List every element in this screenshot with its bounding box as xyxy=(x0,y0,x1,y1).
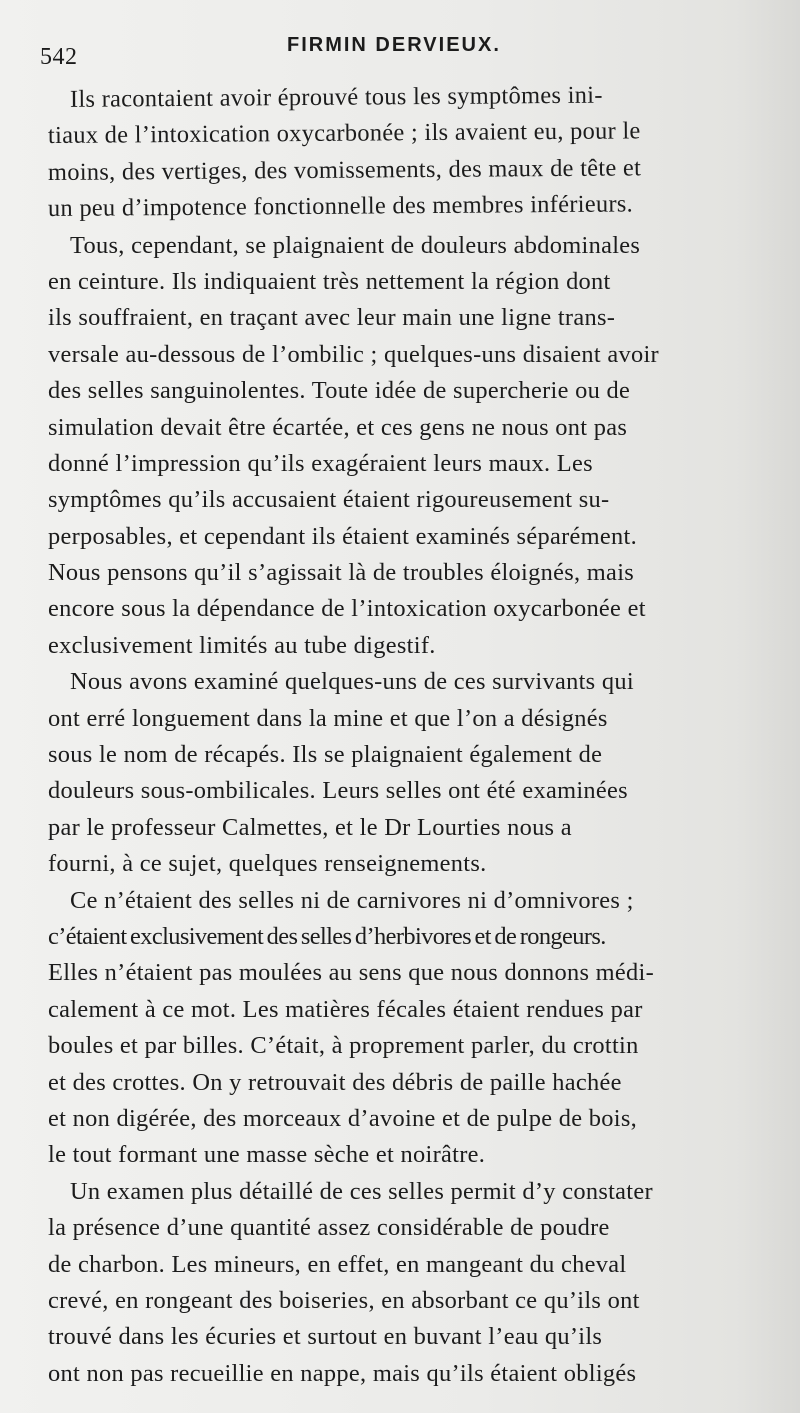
text-line: fourni, à ce sujet, quelques renseignements. xyxy=(48,850,487,878)
text-line: et des crottes. On y retrouvait des débris de paille hachée xyxy=(48,1068,622,1096)
text-line: symptômes qu’ils accusaient étaient rigoureusement su- xyxy=(48,486,610,514)
text-line: tiaux de l’intoxication oxycarbonée ; ils avaient eu, pour le xyxy=(47,117,641,150)
text-line: sous le nom de récapés. Ils se plaignaient également de xyxy=(48,741,603,769)
paragraph-4 xyxy=(48,883,754,1174)
text-line: versale au-dessous de l’ombilic ; quelques-uns disaient avoir xyxy=(48,340,659,368)
text-line: Ce n’étaient des selles ni de carnivores ni d’omnivores ; xyxy=(70,886,634,914)
text-line: Nous avons examiné quelques-uns de ces survivants qui xyxy=(70,668,634,696)
body-text xyxy=(48,82,754,1392)
text-line: Ils racontaient avoir éprouvé tous les symptômes ini- xyxy=(69,81,603,113)
text-line: calement à ce mot. Les matières fécales étaient rendues par xyxy=(48,995,643,1023)
text-line: Nous pensons qu’il s’agissait là de troubles éloignés, mais xyxy=(48,559,635,587)
text-line: des selles sanguinolentes. Toute idée de supercherie ou de xyxy=(48,377,631,405)
text-line: Un examen plus détaillé de ces selles permit d’y constater xyxy=(70,1177,653,1205)
text-line: crevé, en rongeant des boiseries, en absorbant ce qu’ils ont xyxy=(48,1286,640,1314)
text-line: un peu d’impotence fonctionnelle des membres inférieurs. xyxy=(47,190,634,223)
text-line: ils souffraient, en traçant avec leur main une ligne trans- xyxy=(48,304,616,332)
text-line: donné l’impression qu’ils exagéraient leurs maux. Les xyxy=(48,449,593,477)
text-line: Elles n’étaient pas moulées au sens que nous donnons médi- xyxy=(48,959,655,987)
text-line: en ceinture. Ils indiquaient très nettement la région dont xyxy=(48,267,611,295)
text-line: trouvé dans les écuries et surtout en buvant l’eau qu’ils xyxy=(48,1323,603,1351)
text-line: Tous, cependant, se plaignaient de douleurs abdominales xyxy=(70,231,641,259)
text-line: la présence d’une quantité assez considérable de poudre xyxy=(48,1214,610,1242)
text-line: perposables, et cependant ils étaient examinés séparément. xyxy=(48,522,637,550)
text-line: c’étaient exclusivement des selles d’herbivores et de rongeurs. xyxy=(48,922,606,950)
text-line: moins, des vertiges, des vomissements, des maux de tête et xyxy=(47,154,642,186)
text-line: boules et par billes. C’était, à proprement parler, du crottin xyxy=(48,1032,639,1060)
text-line: par le professeur Calmettes, et le Dr Lourties nous a xyxy=(48,813,572,841)
paragraph-5 xyxy=(48,1174,754,1392)
text-line: le tout formant une masse sèche et noirâtre. xyxy=(48,1141,486,1169)
text-line: ont non pas recueillie en nappe, mais qu’ils étaient obligés xyxy=(48,1359,637,1387)
page-number: 542 xyxy=(40,44,78,70)
text-line: exclusivement limités au tube digestif. xyxy=(48,631,436,659)
text-line: de charbon. Les mineurs, en effet, en mangeant du cheval xyxy=(48,1250,627,1278)
running-head: FIRMIN DERVIEUX. xyxy=(287,34,501,56)
page-header xyxy=(0,30,800,70)
paragraph-2 xyxy=(48,228,754,665)
paragraph-3 xyxy=(48,664,754,882)
text-line: simulation devait être écartée, et ces gens ne nous ont pas xyxy=(48,413,628,441)
text-line: encore sous la dépendance de l’intoxication oxycarbonée et xyxy=(48,595,646,623)
text-line: et non digérée, des morceaux d’avoine et de pulpe de bois, xyxy=(48,1104,638,1132)
text-line: douleurs sous-ombilicales. Leurs selles ont été examinées xyxy=(48,777,628,805)
paragraph-1 xyxy=(48,82,754,228)
text-line: ont erré longuement dans la mine et que l’on a désignés xyxy=(48,704,608,732)
